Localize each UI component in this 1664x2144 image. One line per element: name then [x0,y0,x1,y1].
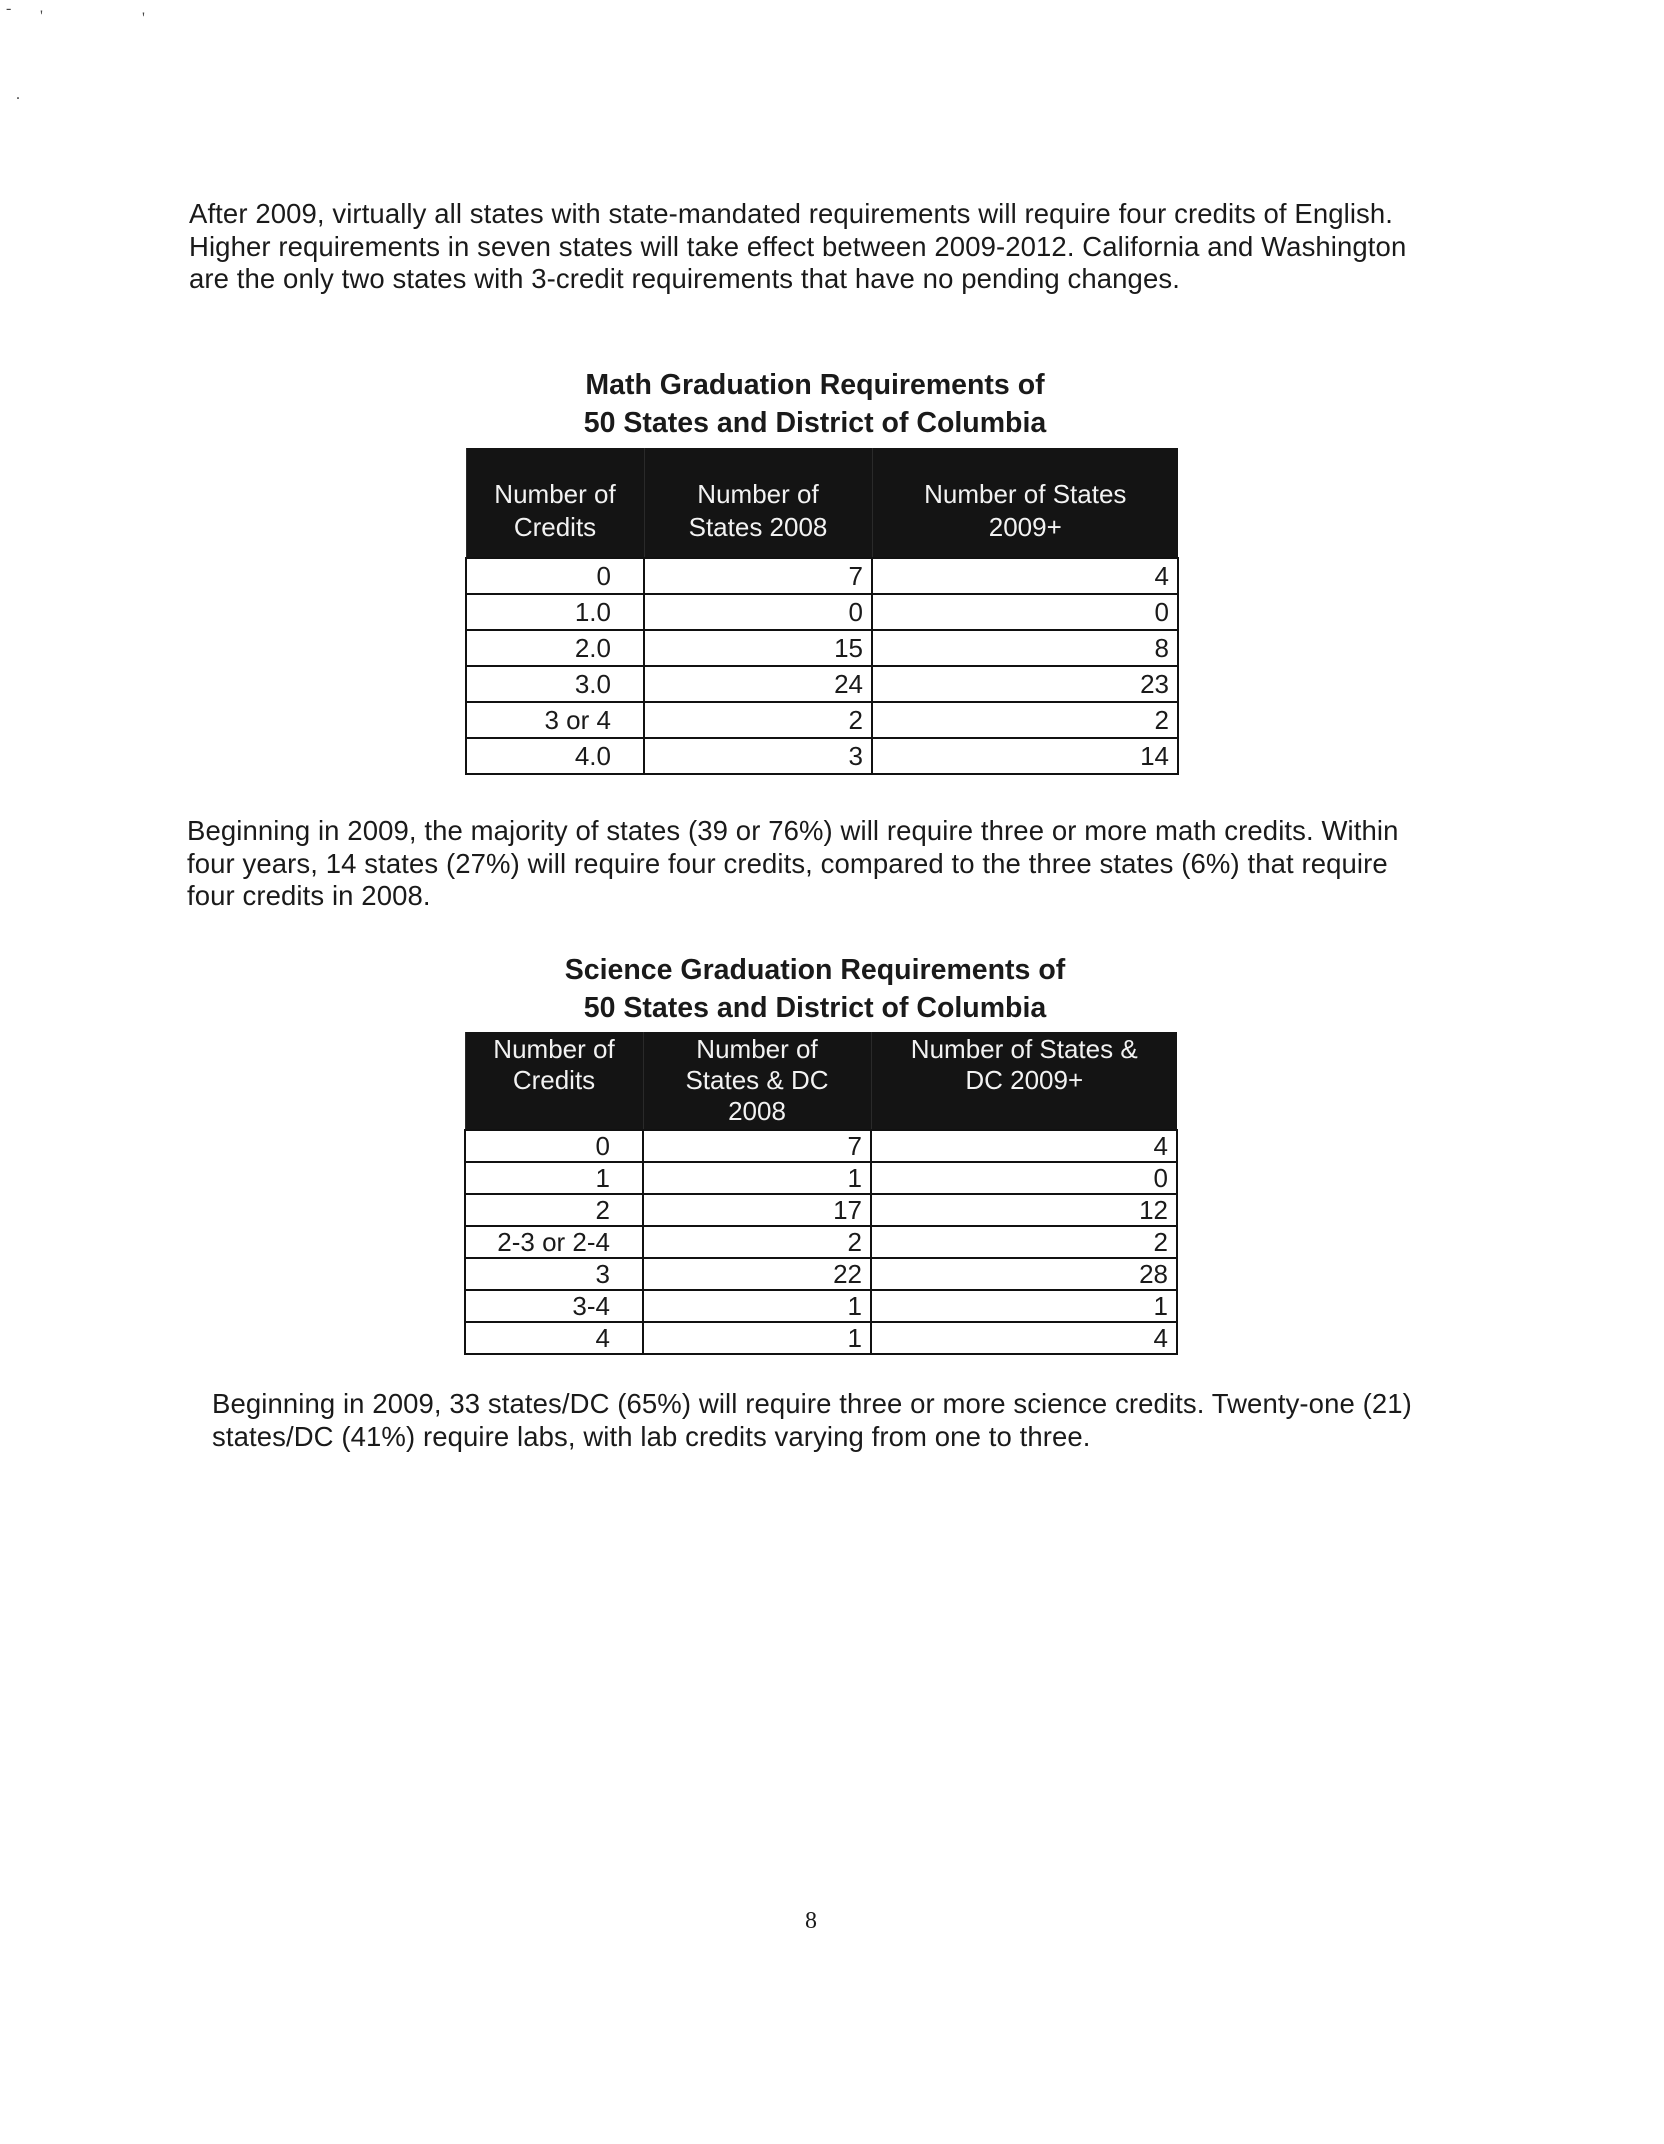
credits-cell: 3 [465,1258,643,1290]
science-table-caption [460,952,1170,1027]
states-2008-cell: 24 [644,666,872,702]
science-caption-line-2: 50 States and District of Columbia [583,991,1047,1024]
states-2008-cell: 15 [644,630,872,666]
credits-cell: 3.0 [466,666,644,702]
credits-cell: 2 [465,1194,643,1226]
table-row [466,666,1178,702]
scan-mark: . [16,86,20,103]
table-row [466,594,1178,630]
column-header: Number of States & DC 2008 [643,1032,871,1130]
states-2009-cell: 0 [871,1162,1177,1194]
credits-cell: 1 [465,1162,643,1194]
states-2009-cell: 14 [872,738,1178,774]
table-row [465,1162,1177,1194]
states-2008-cell: 1 [643,1290,871,1322]
states-2009-cell: 2 [872,702,1178,738]
states-2008-cell: 0 [644,594,872,630]
column-header: Number of States 2009+ [872,448,1178,558]
table-header-row [466,448,1178,558]
states-2008-cell: 1 [643,1322,871,1354]
math-caption-line-1: Math Graduation Requirements of [585,369,1045,401]
states-2008-cell: 2 [644,702,872,738]
column-header: Number of States & DC 2009+ [871,1032,1177,1130]
table-row [466,630,1178,666]
states-2008-cell: 7 [644,558,872,594]
table-row [465,1258,1177,1290]
table-row [466,738,1178,774]
states-2008-cell: 2 [643,1226,871,1258]
credits-cell: 2.0 [466,630,644,666]
credits-cell: 1.0 [466,594,644,630]
states-2008-cell: 22 [643,1258,871,1290]
credits-cell: 0 [466,558,644,594]
scan-mark: ' [40,8,43,25]
states-2009-cell: 8 [872,630,1178,666]
table-row [465,1194,1177,1226]
states-2009-cell: 0 [872,594,1178,630]
states-2008-cell: 7 [643,1130,871,1162]
credits-cell: 4.0 [466,738,644,774]
science-requirements-table [464,1032,1178,1355]
credits-cell: 3-4 [465,1290,643,1322]
states-2009-cell: 4 [871,1130,1177,1162]
english-paragraph: After 2009, virtually all states with state-mandated requirements will require four credits of English. Higher requirements in seven states will take effect between 2009-2012. California and Washington are the only two states with 3-credit requirements that have no pending changes. [189,198,1407,294]
states-2009-cell: 1 [871,1290,1177,1322]
table-header-row [465,1032,1177,1130]
science-caption-line-1: Science Graduation Requirements of [564,954,1066,986]
scan-mark: - [6,0,12,17]
page-number: 8 [805,1908,817,1934]
states-2009-cell: 12 [871,1194,1177,1226]
column-header: Number of Credits [466,448,644,558]
credits-cell: 2-3 or 2-4 [465,1226,643,1258]
states-2009-cell: 2 [871,1226,1177,1258]
table-row [465,1322,1177,1354]
table-row [466,558,1178,594]
math-paragraph: Beginning in 2009, the majority of states (39 or 76%) will require three or more math credits. Within four years, 14 states (27%) will require four credits, compared to the three states (6%) that require four credits in 2008. [187,815,1399,911]
states-2008-cell: 1 [643,1162,871,1194]
states-2009-cell: 23 [872,666,1178,702]
states-2008-cell: 17 [643,1194,871,1226]
table-row [466,702,1178,738]
science-paragraph: Beginning in 2009, 33 states/DC (65%) will require three or more science credits. Twenty-one (21) states/DC (41%) require labs, with lab credits varying from one to three. [212,1388,1412,1452]
states-2008-cell: 3 [644,738,872,774]
credits-cell: 3 or 4 [466,702,644,738]
math-caption-line-2: 50 States and District of Columbia [583,406,1047,439]
table-row [465,1290,1177,1322]
states-2009-cell: 4 [872,558,1178,594]
table-row [465,1226,1177,1258]
column-header: Number of States 2008 [644,448,872,558]
states-2009-cell: 4 [871,1322,1177,1354]
credits-cell: 0 [465,1130,643,1162]
scan-mark: ' [142,10,145,27]
table-row [465,1130,1177,1162]
column-header: Number of Credits [465,1032,643,1130]
credits-cell: 4 [465,1322,643,1354]
states-2009-cell: 28 [871,1258,1177,1290]
math-table-caption [460,367,1170,442]
math-requirements-table [465,448,1179,775]
